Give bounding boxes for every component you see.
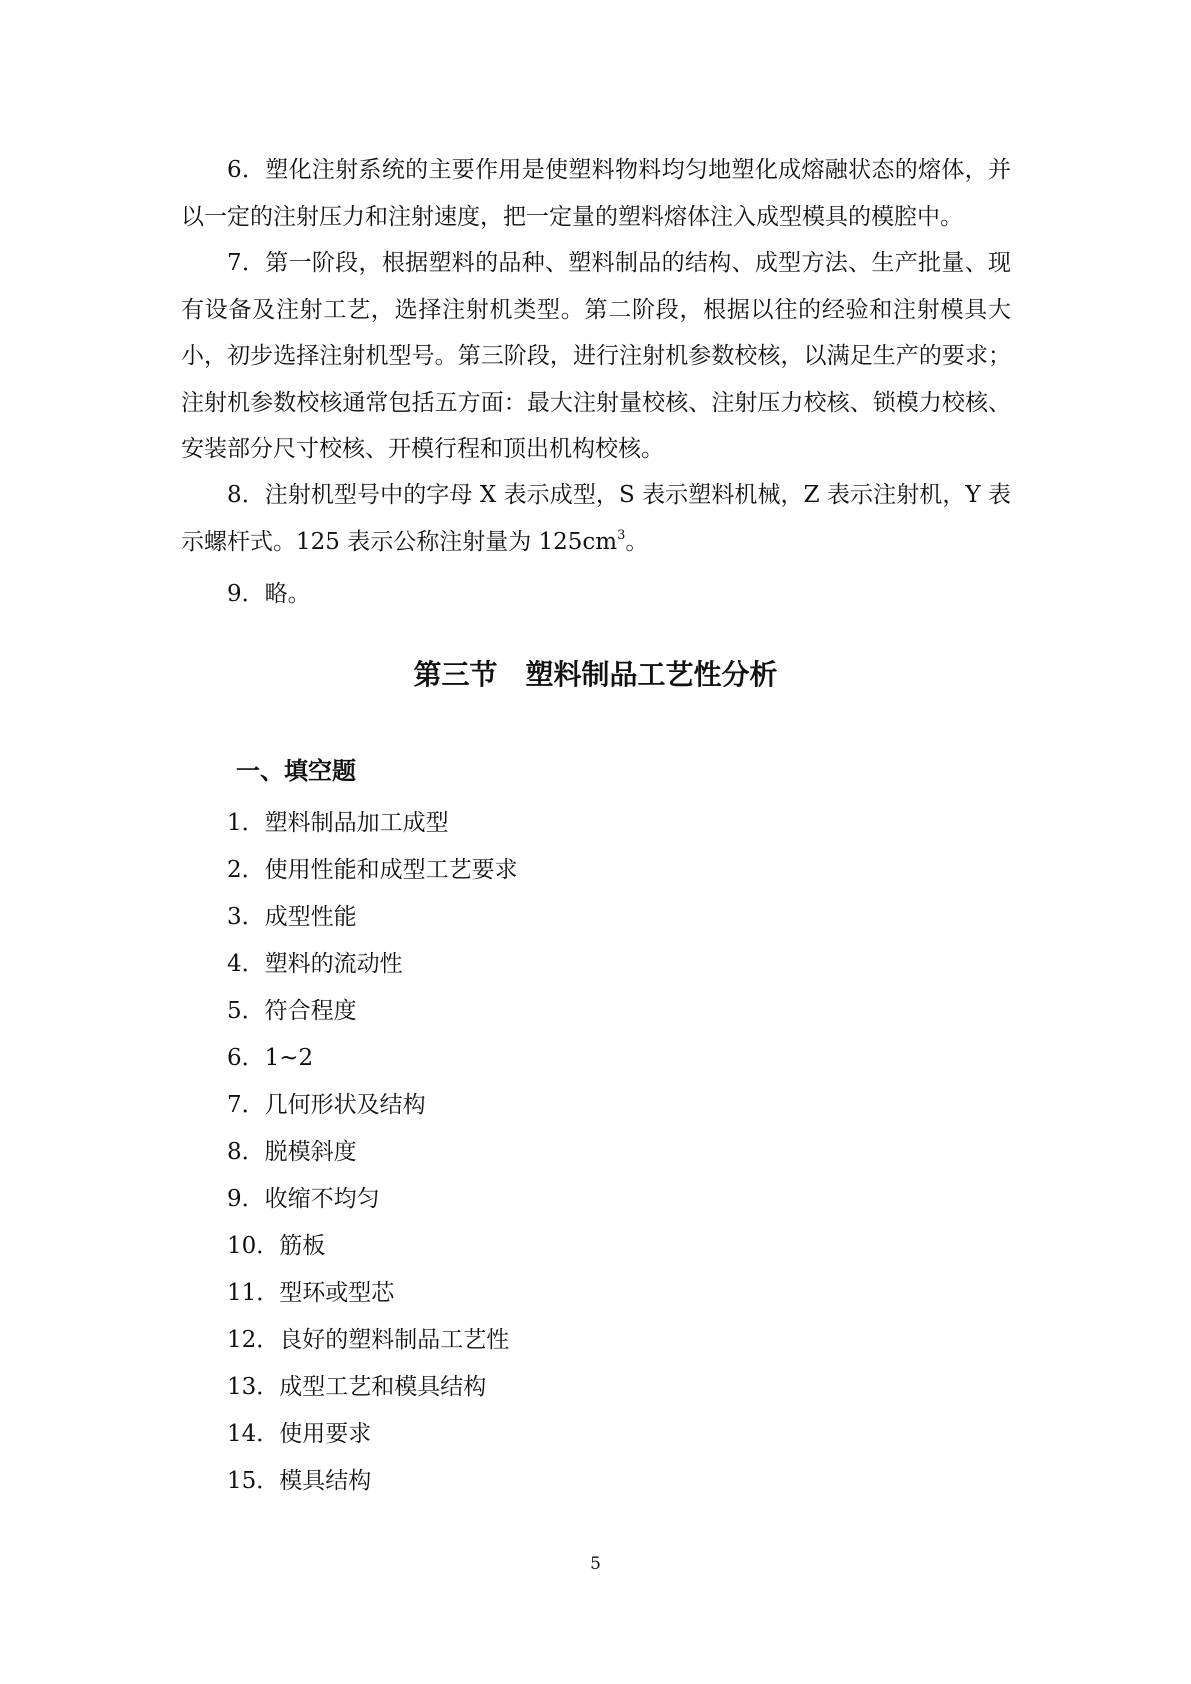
list-item: 2．使用性能和成型工艺要求 [227, 857, 518, 883]
list-item: 7．几何形状及结构 [227, 1092, 426, 1118]
list-item: 11．型环或型芯 [227, 1280, 395, 1306]
list-item: 15．模具结构 [227, 1468, 372, 1494]
answer-paragraph-7: 7．第一阶段，根据塑料的品种、塑料制品的结构、成型方法、生产批量、现有设备及注射工艺，选择注射机类型。第二阶段，根据以往的经验和注射模具大小，初步选择注射机型号。第三阶段，进行注射机参数校核，以满足生产的要求；注射机参数校核通常包括五方面：最大注射量校核、注射压力校核、锁模力校核、安装部分尺寸校核、开模行程和顶出机构校核。 [181, 250, 1011, 462]
list-item: 9．收缩不均匀 [227, 1186, 380, 1212]
answer-paragraph-8-end: 。 [625, 528, 649, 555]
answer-paragraph-8-text: 8．注射机型号中的字母 X 表示成型，S 表示塑料机械，Z 表示注射机，Y 表示螺杆式。125 表示公称注射量为 125cm [181, 482, 1011, 555]
answer-paragraph-9: 9．略。 [227, 581, 311, 607]
list-item: 3．成型性能 [227, 904, 357, 930]
subsection-title: 一、填空题 [236, 757, 356, 785]
list-item: 13．成型工艺和模具结构 [227, 1374, 487, 1400]
list-item: 14．使用要求 [227, 1421, 372, 1447]
superscript-exponent: 3 [617, 527, 626, 543]
list-item: 8．脱模斜度 [227, 1139, 357, 1165]
fill-in-answer-list [227, 808, 518, 1513]
list-item: 12．良好的塑料制品工艺性 [227, 1327, 510, 1353]
list-item: 1．塑料制品加工成型 [227, 810, 449, 836]
list-item: 5．符合程度 [227, 998, 357, 1024]
section-title: 第三节 塑料制品工艺性分析 [413, 658, 778, 691]
list-item: 6．1~2 [227, 1045, 314, 1071]
answer-paragraph-6: 6．塑化注射系统的主要作用是使塑料物料均匀地塑化成熔融状态的熔体，并以一定的注射压力和注射速度，把一定量的塑料熔体注入成型模具的模腔中。 [181, 157, 1011, 230]
list-item: 4．塑料的流动性 [227, 951, 403, 977]
page-number: 5 [590, 1554, 601, 1574]
list-item: 10．筋板 [227, 1233, 326, 1259]
answer-paragraph-8 [181, 472, 1011, 565]
